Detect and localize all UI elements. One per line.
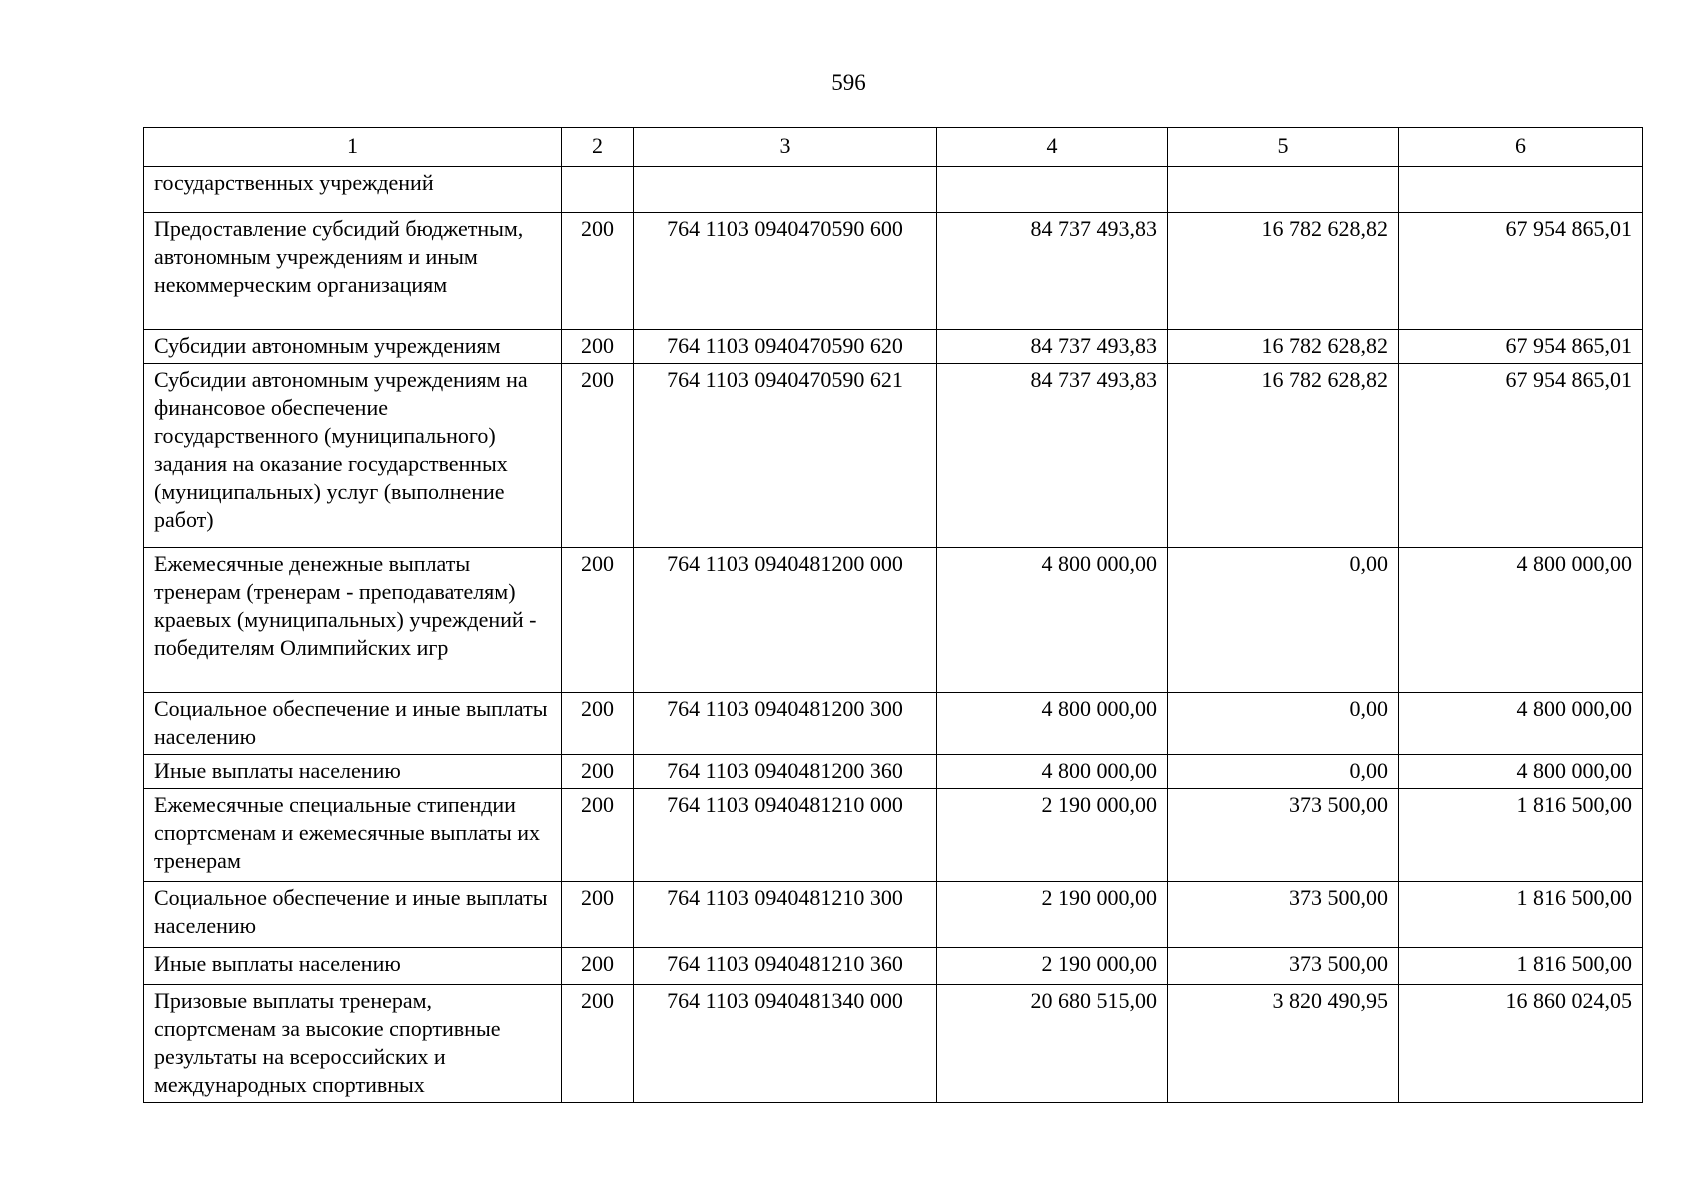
cell-amount-plan: 4 800 000,00	[937, 755, 1168, 789]
cell-amount-remaining: 16 860 024,05	[1399, 985, 1643, 1103]
cell-classification: 764 1103 0940470590 621	[634, 364, 937, 548]
cell-code	[562, 167, 634, 213]
cell-amount-executed: 16 782 628,82	[1168, 213, 1399, 330]
cell-amount-plan: 2 190 000,00	[937, 882, 1168, 948]
cell-amount-remaining: 67 954 865,01	[1399, 364, 1643, 548]
cell-amount-remaining: 1 816 500,00	[1399, 789, 1643, 882]
cell-amount-executed: 373 500,00	[1168, 882, 1399, 948]
cell-amount-remaining: 4 800 000,00	[1399, 693, 1643, 755]
table-row	[144, 755, 1643, 789]
table-row	[144, 693, 1643, 755]
cell-code: 200	[562, 789, 634, 882]
cell-code: 200	[562, 693, 634, 755]
cell-code: 200	[562, 755, 634, 789]
cell-description: Субсидии автономным учреждениям на финансовое обеспечение государственного (муниципального) задания на оказание государственных (муниципальных) услуг (выполнение работ)	[144, 364, 562, 548]
table-row	[144, 948, 1643, 985]
column-header: 3	[634, 128, 937, 167]
cell-amount-executed: 0,00	[1168, 755, 1399, 789]
cell-amount-plan: 4 800 000,00	[937, 548, 1168, 693]
cell-classification: 764 1103 0940470590 600	[634, 213, 937, 330]
cell-code: 200	[562, 213, 634, 330]
cell-amount-plan: 4 800 000,00	[937, 693, 1168, 755]
cell-amount-remaining: 4 800 000,00	[1399, 548, 1643, 693]
table-row	[144, 364, 1643, 548]
cell-amount-executed: 373 500,00	[1168, 789, 1399, 882]
cell-amount-remaining: 1 816 500,00	[1399, 882, 1643, 948]
page-number: 596	[831, 70, 866, 95]
cell-amount-remaining: 67 954 865,01	[1399, 213, 1643, 330]
cell-amount-plan	[937, 167, 1168, 213]
table-row	[144, 330, 1643, 364]
cell-classification: 764 1103 0940481200 360	[634, 755, 937, 789]
cell-classification: 764 1103 0940481200 000	[634, 548, 937, 693]
cell-classification: 764 1103 0940481210 300	[634, 882, 937, 948]
cell-classification: 764 1103 0940481340 000	[634, 985, 937, 1103]
cell-code: 200	[562, 330, 634, 364]
column-header: 2	[562, 128, 634, 167]
cell-classification: 764 1103 0940470590 620	[634, 330, 937, 364]
cell-description: государственных учреждений	[144, 167, 562, 213]
cell-classification: 764 1103 0940481210 360	[634, 948, 937, 985]
table-row	[144, 789, 1643, 882]
table-row	[144, 213, 1643, 330]
cell-description: Призовые выплаты тренерам, спортсменам за высокие спортивные результаты на всероссийских и международных спортивных	[144, 985, 562, 1103]
budget-table	[143, 127, 1643, 1103]
cell-description: Субсидии автономным учреждениям	[144, 330, 562, 364]
cell-code: 200	[562, 548, 634, 693]
cell-description: Ежемесячные денежные выплаты тренерам (тренерам - преподавателям) краевых (муниципальных) учреждений - победителям Олимпийских игр	[144, 548, 562, 693]
cell-amount-executed	[1168, 167, 1399, 213]
cell-code: 200	[562, 948, 634, 985]
cell-code: 200	[562, 985, 634, 1103]
cell-code: 200	[562, 364, 634, 548]
cell-description: Социальное обеспечение и иные выплаты населению	[144, 882, 562, 948]
column-header: 4	[937, 128, 1168, 167]
cell-amount-remaining: 67 954 865,01	[1399, 330, 1643, 364]
cell-amount-executed: 16 782 628,82	[1168, 364, 1399, 548]
cell-amount-executed: 3 820 490,95	[1168, 985, 1399, 1103]
column-header: 6	[1399, 128, 1643, 167]
cell-amount-remaining: 4 800 000,00	[1399, 755, 1643, 789]
cell-amount-executed: 0,00	[1168, 693, 1399, 755]
cell-amount-executed: 16 782 628,82	[1168, 330, 1399, 364]
column-header: 5	[1168, 128, 1399, 167]
cell-amount-executed: 0,00	[1168, 548, 1399, 693]
cell-code: 200	[562, 882, 634, 948]
table-row	[144, 882, 1643, 948]
cell-amount-executed: 373 500,00	[1168, 948, 1399, 985]
cell-description: Иные выплаты населению	[144, 948, 562, 985]
cell-amount-plan: 2 190 000,00	[937, 948, 1168, 985]
cell-amount-plan: 84 737 493,83	[937, 330, 1168, 364]
cell-classification: 764 1103 0940481210 000	[634, 789, 937, 882]
cell-classification	[634, 167, 937, 213]
table-header-row	[144, 128, 1643, 167]
cell-description: Ежемесячные специальные стипендии спортсменам и ежемесячные выплаты их тренерам	[144, 789, 562, 882]
cell-amount-plan: 84 737 493,83	[937, 364, 1168, 548]
cell-amount-plan: 84 737 493,83	[937, 213, 1168, 330]
table-row	[144, 167, 1643, 213]
cell-description: Иные выплаты населению	[144, 755, 562, 789]
cell-classification: 764 1103 0940481200 300	[634, 693, 937, 755]
cell-amount-plan: 2 190 000,00	[937, 789, 1168, 882]
cell-description: Социальное обеспечение и иные выплаты населению	[144, 693, 562, 755]
column-header: 1	[144, 128, 562, 167]
cell-description: Предоставление субсидий бюджетным, автономным учреждениям и иным некоммерческим организациям	[144, 213, 562, 330]
cell-amount-remaining: 1 816 500,00	[1399, 948, 1643, 985]
table-row	[144, 985, 1643, 1103]
cell-amount-remaining	[1399, 167, 1643, 213]
table-row	[144, 548, 1643, 693]
cell-amount-plan: 20 680 515,00	[937, 985, 1168, 1103]
